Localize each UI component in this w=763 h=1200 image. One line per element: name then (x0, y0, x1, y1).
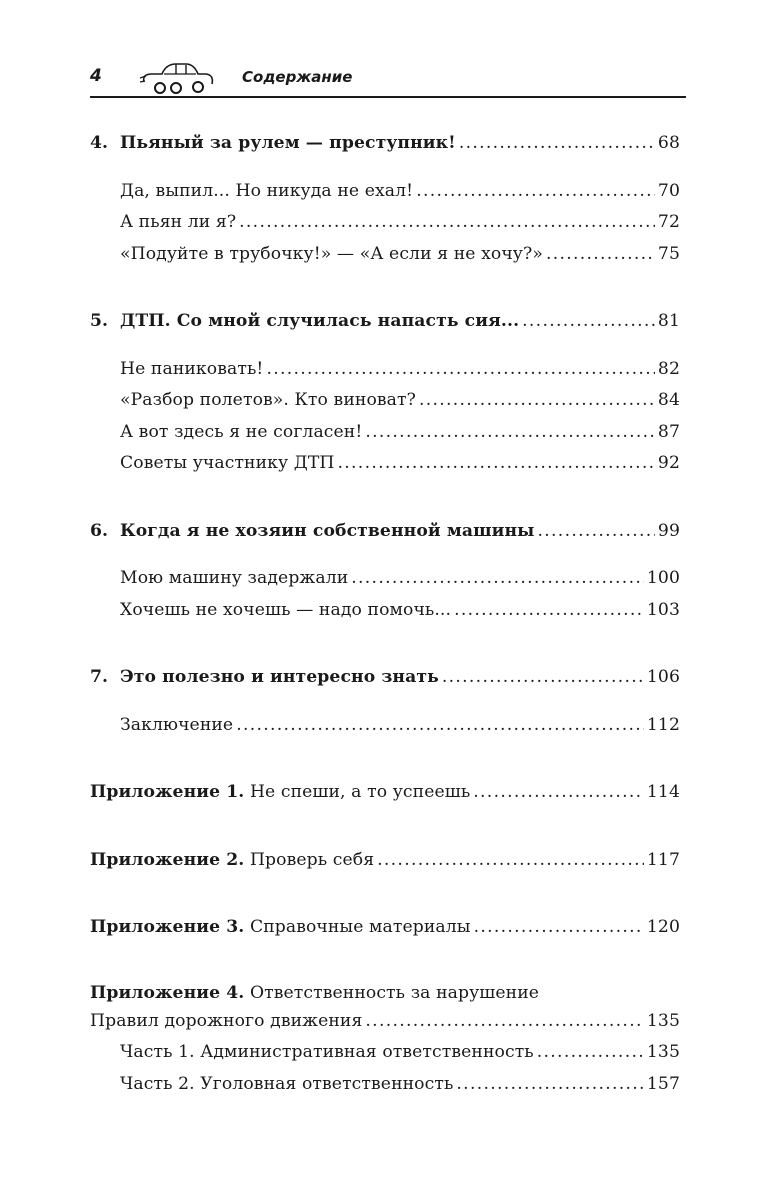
chapter-number: 4. (90, 133, 109, 153)
item-title: Не паниковать! (120, 358, 264, 379)
toc-item[interactable] (90, 354, 680, 386)
toc-chapter-5[interactable] (90, 306, 680, 338)
item-title: «Подуйте в трубочку!» — «А если я не хочу?» (120, 243, 543, 264)
toc-item[interactable] (90, 448, 680, 480)
toc-item[interactable] (90, 176, 680, 208)
page-header (90, 58, 686, 98)
toc-item[interactable] (90, 417, 680, 449)
item-title: Да, выпил... Но никуда не ехал! (120, 180, 414, 201)
page-ref: 117 (646, 849, 680, 870)
dot-leader (473, 777, 644, 809)
page-ref: 92 (657, 453, 680, 473)
dot-leader (537, 1037, 644, 1069)
appendix-title: Проверь себя (249, 849, 375, 870)
header-title: Содержание (242, 68, 353, 86)
item-title: Заключение (120, 714, 234, 735)
page-ref: 81 (657, 311, 680, 331)
dot-leader (365, 417, 655, 449)
chapter-title: Это полезно и интересно знать (120, 667, 439, 687)
page-ref: 135 (646, 1042, 680, 1062)
page-number: 4 (90, 66, 102, 86)
page-ref: 157 (646, 1073, 680, 1094)
item-title: «Разбор полетов». Кто виноват? (120, 390, 416, 410)
appendix-title: Не спеши, а то успеешь (249, 782, 471, 802)
page-ref: 72 (657, 212, 680, 232)
page-ref: 100 (646, 568, 680, 588)
item-title: Советы участнику ДТП (120, 453, 335, 473)
dot-leader (338, 448, 655, 480)
page-ref: 120 (646, 917, 680, 937)
item-title: Часть 1. Административная ответственность (120, 1042, 534, 1062)
chapter-number: 5. (90, 311, 109, 331)
dot-leader (459, 128, 655, 160)
appendix-label: Приложение 1. (90, 782, 245, 802)
appendix-label: Приложение 4. (90, 982, 245, 1003)
page-ref: 103 (646, 599, 680, 620)
dot-leader (416, 176, 655, 208)
page-ref: 114 (646, 782, 680, 802)
page-ref: 75 (657, 243, 680, 264)
toc-appendix-2[interactable] (90, 845, 680, 877)
item-title: Хочешь не хочешь — надо помочь... (120, 599, 452, 620)
appendix-title: Справочные материалы (249, 917, 471, 937)
toc-appendix-4-line2[interactable] (90, 1006, 680, 1038)
dot-leader (419, 385, 655, 417)
dot-leader (266, 354, 654, 386)
chapter-number: 6. (90, 520, 109, 541)
appendix-title: Ответственность за нарушение (249, 982, 540, 1003)
toc-item[interactable] (90, 1037, 680, 1069)
page-ref: 135 (646, 1010, 680, 1031)
page-ref: 112 (646, 714, 680, 735)
dot-leader (522, 306, 655, 338)
toc-chapter-6[interactable] (90, 516, 680, 548)
dot-leader (351, 563, 644, 595)
car-icon (138, 60, 218, 96)
toc-chapter-4[interactable] (90, 128, 680, 160)
chapter-title: Пьяный за рулем — преступник! (120, 133, 456, 153)
appendix-title: Правил дорожного движения (90, 1010, 363, 1031)
chapter-title: Когда я не хозяин собственной машины (120, 520, 535, 541)
dot-leader (474, 912, 644, 944)
toc-appendix-4-line1[interactable] (90, 980, 680, 1006)
toc-appendix-1[interactable] (90, 777, 680, 809)
page-ref: 70 (657, 180, 680, 201)
appendix-label: Приложение 3. (90, 917, 245, 937)
table-of-contents (90, 128, 680, 1100)
dot-leader (546, 239, 655, 271)
dot-leader (377, 845, 644, 877)
page-ref: 106 (646, 667, 680, 687)
page-ref: 84 (657, 390, 680, 410)
toc-item[interactable] (90, 563, 680, 595)
appendix-label: Приложение 2. (90, 849, 245, 870)
dot-leader (454, 595, 644, 627)
chapter-title: ДТП. Со мной случилась напасть сия... (120, 311, 520, 331)
toc-appendix-3[interactable] (90, 912, 680, 944)
chapter-number: 7. (90, 667, 109, 687)
page-ref: 68 (657, 133, 680, 153)
toc-item[interactable] (90, 710, 680, 742)
toc-item[interactable] (90, 1069, 680, 1101)
dot-leader (538, 516, 655, 548)
toc-item[interactable] (90, 207, 680, 239)
dot-leader (456, 1069, 643, 1101)
page-ref: 87 (657, 421, 680, 442)
dot-leader (365, 1006, 643, 1038)
dot-leader (239, 207, 655, 239)
page-ref: 99 (657, 520, 680, 541)
toc-item[interactable] (90, 239, 680, 271)
item-title: А пьян ли я? (120, 212, 237, 232)
toc-item[interactable] (90, 595, 680, 627)
page-ref: 82 (657, 358, 680, 379)
item-title: А вот здесь я не согласен! (120, 421, 363, 442)
toc-chapter-7[interactable] (90, 662, 680, 694)
dot-leader (442, 662, 644, 694)
dot-leader (236, 710, 644, 742)
item-title: Часть 2. Уголовная ответственность (120, 1073, 454, 1094)
item-title: Мою машину задержали (120, 568, 349, 588)
toc-item[interactable] (90, 385, 680, 417)
